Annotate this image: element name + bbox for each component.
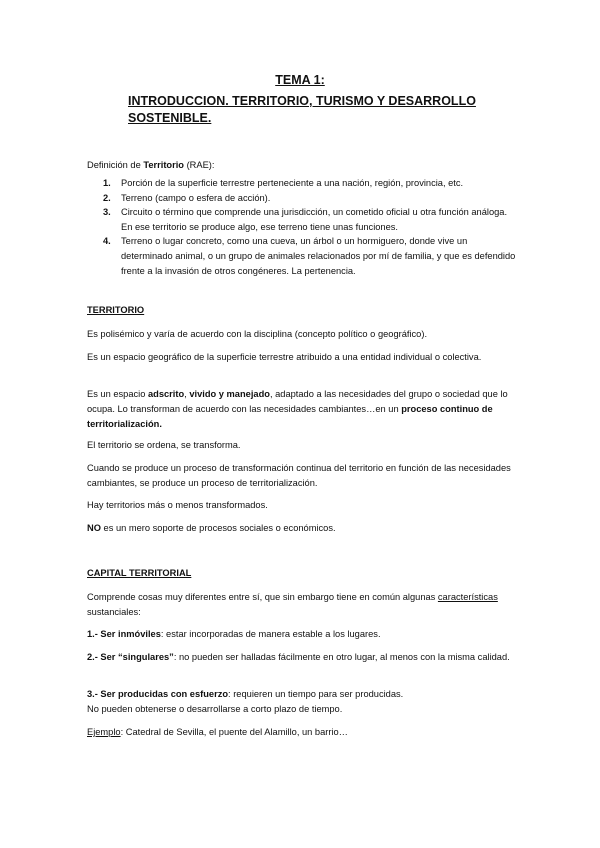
list-item: 3. Circuito o término que comprende una jurisdicción, un cometido oficial u otra función análoga. En ese territorio se produce algo, ese terreno tiene unas funciones. — [103, 207, 508, 232]
territorio-paragraph: Es un espacio adscrito, vivido y manejado, adaptado a las necesidades del grupo o sociedad que lo ocupa. Lo transforman de acuerdo con las necesidades cambiantes…en un proceso continuo de territorialización. — [87, 389, 508, 429]
definition-list — [87, 176, 517, 278]
section-heading-capital-territorial: CAPITAL TERRITORIAL — [87, 568, 192, 578]
capital-paragraph: Comprende cosas muy diferentes entre sí, que sin embargo tiene en común algunas características sustanciales: — [87, 592, 498, 617]
territorio-paragraph: Es un espacio geográfico de la superficie terrestre atribuido a una entidad individual o colectiva. — [87, 352, 482, 362]
example-paragraph: Ejemplo: Catedral de Sevilla, el puente del Alamillo, un barrio… — [87, 727, 348, 737]
territorio-paragraph: Cuando se produce un proceso de transformación continua del territorio en función de las necesidades cambiantes, se produce un proceso de territorialización. — [87, 463, 511, 488]
territorio-paragraph: Hay territorios más o menos transformados. — [87, 500, 268, 510]
territorio-paragraph: Es polisémico y varía de acuerdo con la disciplina (concepto político o geográfico). — [87, 329, 428, 339]
list-item: 2. Terreno (campo o esfera de acción). — [103, 192, 271, 203]
characteristic-item: 1.- Ser inmóviles: estar incorporadas de manera estable a los lugares. — [87, 629, 381, 639]
list-item: 1. Porción de la superficie terrestre perteneciente a una nación, región, provincia, etc. — [103, 178, 464, 188]
section-heading-territorio: TERRITORIO — [87, 305, 145, 315]
characteristic-item: 3.- Ser producidas con esfuerzo: requieren un tiempo para ser producidas. No pueden obtenerse o desarrollarse a corto plazo de tiempo. — [87, 689, 404, 714]
territorio-paragraph: NO es un mero soporte de procesos sociales o económicos. — [87, 523, 336, 533]
territorio-paragraph: El territorio se ordena, se transforma. — [87, 440, 241, 450]
characteristic-item: 2.- Ser “singulares”: no pueden ser halladas fácilmente en otro lugar, al menos con la misma calidad. — [87, 652, 510, 662]
document-tema-number: TEMA 1: — [275, 73, 325, 87]
list-item: 4. Terreno o lugar concreto, como una cueva, un árbol o un hormiguero, donde vive un determinado animal, o un grupo de animales relacionados por mí de familia, y que es defendido frente a la invasión de otros congéneres. La pertenencia. — [103, 236, 516, 276]
document-title: INTRODUCCION. TERRITORIO, TURISMO Y DESARROLLO SOSTENIBLE. — [128, 94, 476, 125]
definition-intro: Definición de Territorio (RAE): — [87, 160, 215, 170]
